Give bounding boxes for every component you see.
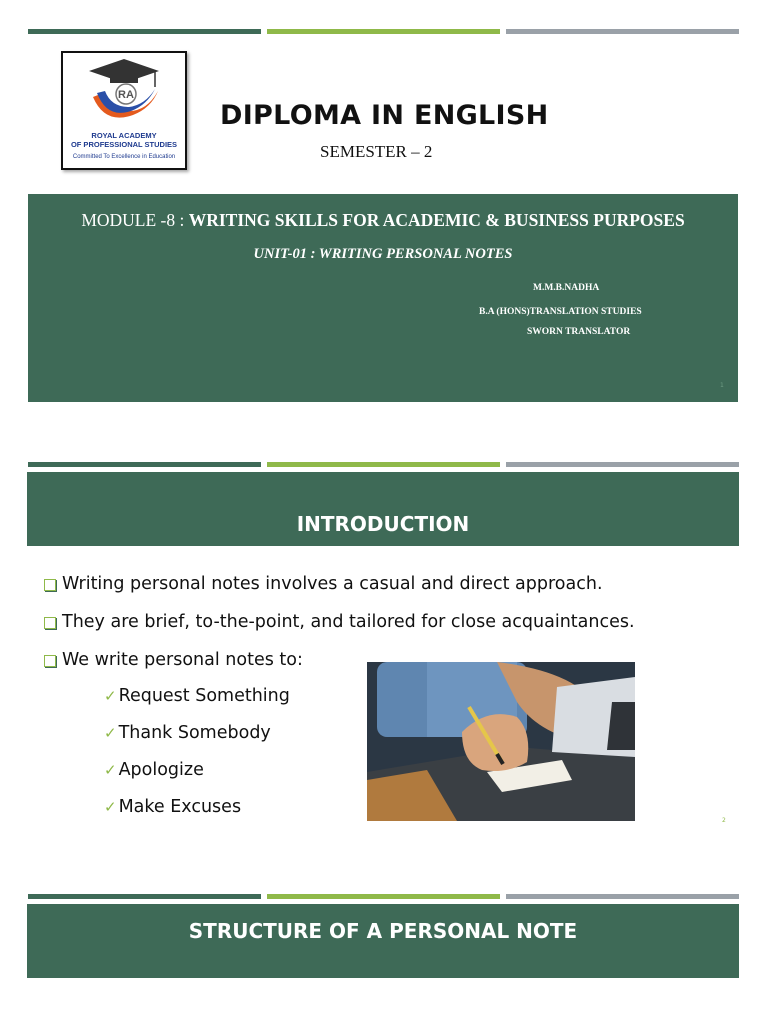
page-number: 1	[720, 382, 724, 389]
bullet-item	[44, 650, 303, 670]
unit-title: UNIT-01 : WRITING PERSONAL NOTES	[253, 246, 513, 262]
introduction-banner	[27, 472, 739, 546]
course-title: DIPLOMA IN ENGLISH	[220, 100, 549, 131]
logo-name	[63, 131, 185, 149]
structure-heading: STRUCTURE OF A PERSONAL NOTE	[188, 919, 578, 943]
module-heading	[28, 210, 738, 231]
divider-green	[267, 462, 500, 467]
purpose-item	[104, 723, 271, 743]
purpose-text: Apologize	[118, 760, 204, 780]
bullet-item	[44, 612, 635, 632]
square-bullet-icon	[44, 579, 56, 591]
checkmark-icon: ✓	[104, 724, 117, 742]
divider-green	[267, 894, 500, 899]
purpose-text: Request Something	[118, 686, 290, 706]
top-divider-dark	[28, 29, 261, 34]
bullet-text: They are brief, to-the-point, and tailored for close acquaintances.	[62, 612, 635, 632]
purpose-item	[104, 760, 204, 780]
logo-name-line-1: ROYAL ACADEMY	[91, 131, 157, 140]
svg-text:RA: RA	[118, 89, 134, 101]
top-divider-grey	[506, 29, 739, 34]
logo-tagline: Committed To Excellence in Education	[72, 154, 176, 160]
author-role: SWORN TRANSLATOR	[527, 327, 631, 337]
divider-grey	[506, 462, 739, 467]
square-bullet-icon	[44, 617, 56, 629]
bullet-text: Writing personal notes involves a casual and direct approach.	[62, 574, 603, 594]
module-banner	[28, 194, 738, 402]
logo-name-line-2: OF PROFESSIONAL STUDIES	[70, 140, 178, 149]
purpose-text: Make Excuses	[118, 797, 242, 817]
academy-logo	[61, 51, 187, 170]
graduation-cap-icon	[63, 53, 185, 133]
divider-dark	[28, 894, 261, 899]
square-bullet-icon	[44, 655, 56, 667]
writing-hand-photo	[367, 662, 635, 821]
page-number: 2	[722, 817, 726, 824]
author-name: M.M.B.NADHA	[533, 283, 600, 293]
module-prefix: MODULE -8 :	[81, 210, 189, 230]
checkmark-icon: ✓	[104, 687, 117, 705]
purpose-item	[104, 686, 290, 706]
bullet-item	[44, 574, 603, 594]
bullet-text: We write personal notes to:	[62, 650, 303, 670]
structure-banner	[27, 904, 739, 978]
divider-grey	[506, 894, 739, 899]
divider-dark	[28, 462, 261, 467]
purpose-text: Thank Somebody	[118, 723, 271, 743]
semester-label: SEMESTER – 2	[320, 142, 433, 161]
purpose-item	[104, 797, 241, 817]
checkmark-icon: ✓	[104, 761, 117, 779]
author-qualification: B.A (HONS)TRANSLATION STUDIES	[479, 307, 642, 317]
module-title: WRITING SKILLS FOR ACADEMIC & BUSINESS PURPOSES	[188, 210, 685, 230]
checkmark-icon: ✓	[104, 798, 117, 816]
introduction-heading: INTRODUCTION	[296, 512, 470, 536]
top-divider-green	[267, 29, 500, 34]
